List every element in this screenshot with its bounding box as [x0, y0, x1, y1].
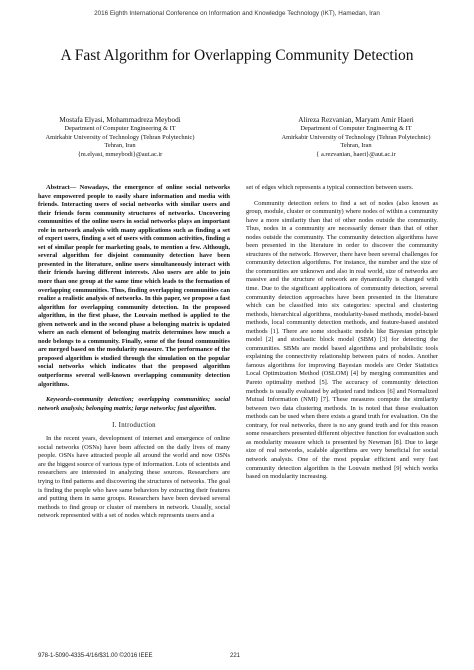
- footer-isbn: 978-1-5090-4335-4/16/$31.00 ©2016 IEEE: [38, 653, 153, 659]
- author-city: Tehran, Iran: [340, 142, 372, 150]
- abstract: Abstract— Nowadays, the emergence of online social networks have empowered people to easily share information and media with friends. Interacting users of social networks with similar users and their friends form community structures of networks. Uncovering communities of the online users in social networks plays an important role in network analysis with many applications such as finding a set of expert users, finding a set of users with common activities, finding a set of similar people for marketing goals, to mention a few. Although, several algorithm for disjoint community detection have been presented in the literature, online users simultaneously interact with their friends having different interests. Also users are able to join more than one group at the same time which leads to the formation of overlapping communities. Thus, finding overlapping communities can realize a realistic analysis of networks. In this paper, we propose a fast algorithm for overlapping community detection. In the proposed algorithm, in the first phase, the Louvain method is applied to the given network and in the second phase a belonging matrix is updated where an each element of belonging matrix determines how much a node belongs to a community. Finally, some of the found communities are merged based on the modularity measure. The performance of the proposed algorithm is studied through the simulation on the popular social networks which indicates that the proposed algorithm outperforms several well-known overlapping community detection algorithms.: [38, 184, 230, 388]
- conference-header: 2016 Eighth International Conference on Information and Knowledge Technology (IKT), Hamedan, Iran: [94, 10, 380, 17]
- author-email: {m.elyasi, mmeybodi}@aut.ac.ir: [77, 150, 163, 158]
- author-city: Tehran, Iran: [104, 142, 136, 150]
- body-paragraph: Community detection refers to find a set of nodes (also known as group, module, cluster or community) where nodes of within a community have a more similarity than that of other nodes outside the community. Thus, nodes in a community are necessarily denser than that of other nodes outside the community. The community detection algorithms have been presented in the literature in order to discover the community structures of the network. However, there have been several challenges for community detection algorithms. For instance, the number and the size of the communities are unknown and also in real world, size of networks are massive and the structure of network are dynamically is changed with time. Due to the significant applications of community detection, several community detection approaches have been presented in the literature which can be classified into six categories: spectral and clustering methods, hierarchical algorithms, modularity-based methods, model-based methods, local community detection methods, and feature-based assisted methods [1]. There are some stochastic models like Bayesian principle model [2] and stochastic block model (SBM) [3] for detecting the communities. SBMs are model based algorithms and probabilistic tools explaining the connectivity relationship between pairs of nodes. Another famous algorithms for improving Bayesian models are Order Statistics Local Optimization Method (OSLOM) [4] by merging communities and Pareto optimality method [5]. The accuracy of community detection methods is usually evaluated by adjusted rand indices [6] and Normalized Mutual Information (NMI) [7]. These measures compute the similarity between two data clustering methods. In is noted that these evaluation methods can be used when there exists a grand truth for evaluation. On the contrary, for real networks, there is no any grand truth and for this reason some researchers presented different objective function for evaluation such as modularity measure which is presented by Newman [8]. Due to large size of real networks, scalable algorithms are very beneficial for social network analysis. One of the most popular efficient and very fast community detection algorithm is the Louvain method [9] which works based on modularity increasing.: [246, 199, 438, 481]
- introduction-paragraph: In the recent years, development of internet and emergence of online social networks (OSNs) have been affected on the daily lives of many people. OSNs have attracted people all around the world and now OSNs are the biggest source of various type of information. Lots of scientists and researchers are interested in analyzing these sources. Researchers are trying to find patterns and discovering the structures of networks. The goal is finding the people who have same behaviors by extracting their features and putting them in same groups. Researchers have been devised several methods to find group or cluster of members in network. Usually, social network represented with a set of nodes which represents users and a: [38, 435, 230, 520]
- body-paragraph: set of edges which represents a typical connection between users.: [246, 184, 414, 191]
- author-names: Mostafa Elyasi, Mohammadreza Meybodi: [59, 116, 181, 124]
- author-block-left: [40, 115, 200, 159]
- author-names: Alireza Rezvanian, Maryam Amir Haeri: [298, 116, 414, 124]
- author-university: Amirkabir University of Technology (Tehran Polytechnic): [45, 133, 195, 141]
- keywords: Keywords-community detection; overlapping communities; social network analysis; belonging matrix; large networks; fast algorithm.: [38, 396, 230, 412]
- section-heading-introduction: I. Introduction: [112, 422, 156, 430]
- left-column: [38, 184, 230, 521]
- author-university: Amirkabir University of Technology (Tehran Polytechnic): [281, 133, 431, 141]
- author-department: Department of Computer Engineering & IT: [300, 125, 412, 132]
- author-department: Department of Computer Engineering & IT: [64, 125, 176, 132]
- author-block-right: [276, 115, 436, 159]
- page-number: 221: [230, 653, 241, 659]
- author-email: { a.rezvanian, haeri}@aut.ac.ir: [316, 150, 396, 158]
- right-column: [246, 184, 438, 482]
- paper-title: A Fast Algorithm for Overlapping Community Detection: [60, 47, 414, 64]
